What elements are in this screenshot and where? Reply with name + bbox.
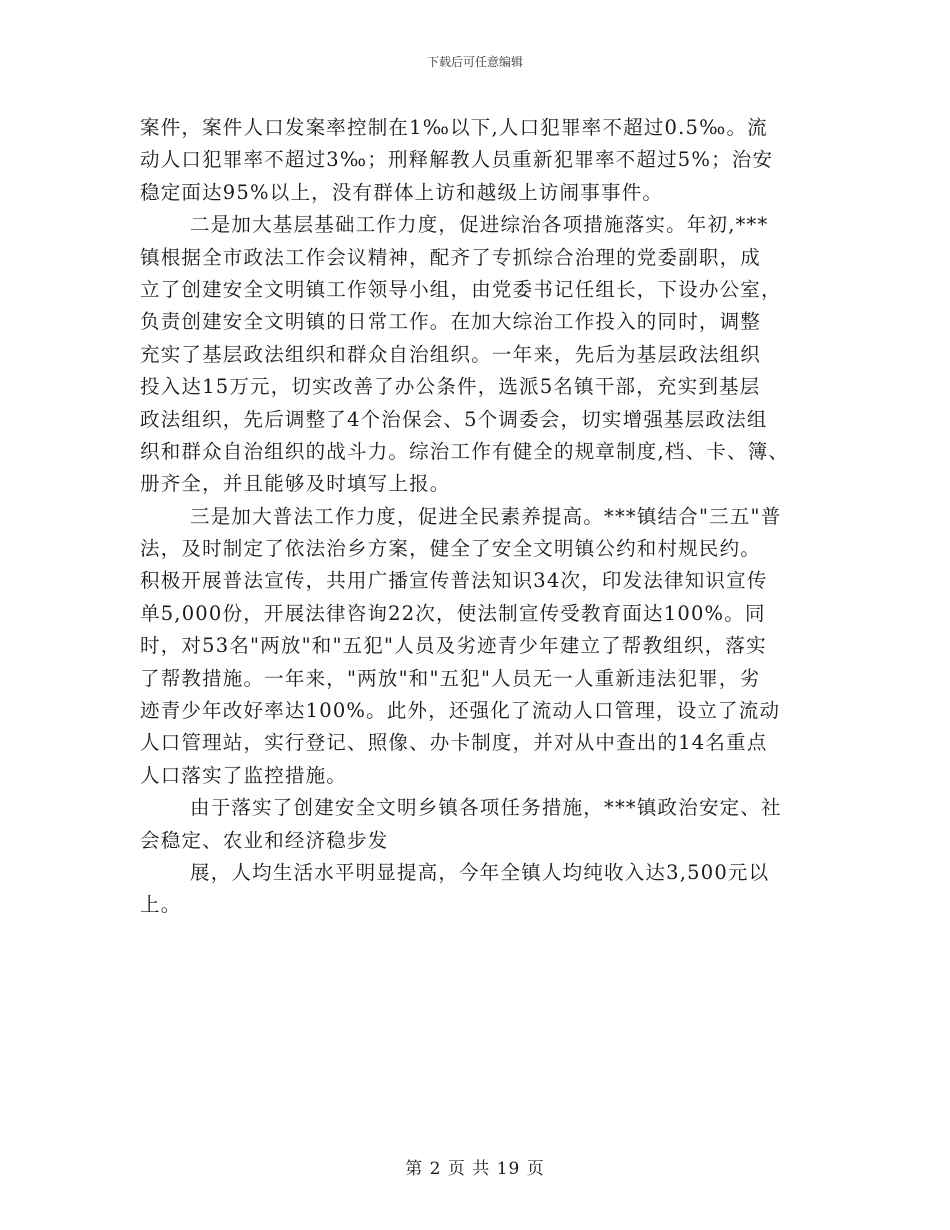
text-line: 立了创建安全文明镇工作领导小组，由党委书记任组长，下设办公室，: [140, 277, 782, 301]
text-line: 政法组织，先后调整了4个治保会、5个调委会，切实增强基层政法组: [140, 407, 768, 431]
text-line: 人口落实了监控措施。: [140, 763, 348, 787]
text-line: 时，对53名"两放"和"五犯"人员及劣迹青少年建立了帮教组织，落实: [140, 634, 767, 658]
document-body: [140, 112, 815, 922]
text-line: 了帮教措施。一年来，"两放"和"五犯"人员无一人重新违法犯罪，劣: [140, 666, 761, 690]
text-line: 上。: [140, 893, 182, 917]
text-line: 人口管理站，实行登记、照像、办卡制度，并对从中查出的14名重点: [140, 731, 768, 755]
text-line: 单5,000份，开展法律咨询22次，使法制宣传受教育面达100%。同: [140, 601, 766, 625]
text-line: 由于落实了创建安全文明乡镇各项任务措施，***镇政治安定、社: [190, 796, 782, 820]
text-line: 织和群众自治组织的战斗力。综治工作有健全的规章制度,档、卡、簿、: [140, 439, 790, 463]
text-line: 镇根据全市政法工作会议精神，配齐了专抓综合治理的党委副职，成: [140, 245, 762, 269]
text-line: 案件，案件人口发案率控制在1‰以下,人口犯罪率不超过0.5‰。流: [140, 116, 768, 139]
page-footer: 第 2 页 共 19 页: [405, 1159, 545, 1179]
text-line: 迹青少年改好率达100%。此外，还强化了流动人口管理，设立了流动: [140, 699, 781, 723]
text-line: 会稳定、农业和经济稳步发: [140, 828, 389, 852]
text-line: 积极开展普法宣传，共用广播宣传普法知识34次，印发法律知识宣传: [140, 569, 768, 593]
text-line: 三是加大普法工作力度，促进全民素养提高。***镇结合"三五"普: [190, 504, 782, 528]
text-line: 稳定面达95%以上，没有群体上访和越级上访闹事事件。: [140, 180, 664, 204]
text-line: 法，及时制定了依法治乡方案，健全了安全文明镇公约和村规民约。: [140, 537, 762, 561]
page-header: 下载后可任意编辑: [426, 55, 523, 69]
text-line: 负责创建安全文明镇的日常工作。在加大综治工作投入的同时，调整: [140, 310, 762, 334]
text-line: 展，人均生活水平明显提高，今年全镇人均纯收入达3,500元以: [190, 860, 770, 884]
text-line: 充实了基层政法组织和群众自治组织。一年来，先后为基层政法组织: [140, 342, 762, 366]
text-line: 投入达15万元，切实改善了办公条件，选派5名镇干部，充实到基层: [140, 375, 761, 399]
text-line: 册齐全，并且能够及时填写上报。: [140, 472, 451, 496]
text-line: 动人口犯罪率不超过3‰；刑释解教人员重新犯罪率不超过5%；治安: [140, 148, 774, 172]
text-line: 二是加大基层基础工作力度，促进综治各项措施落实。年初,***: [190, 213, 769, 237]
